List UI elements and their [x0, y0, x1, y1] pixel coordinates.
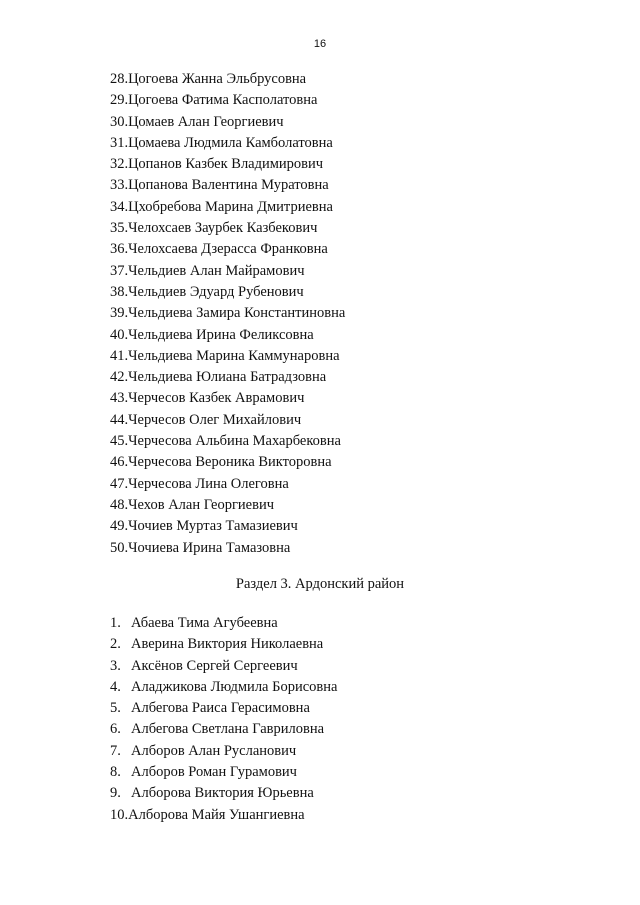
list-item	[110, 133, 345, 154]
item-number: 6.	[110, 721, 121, 738]
list-item	[110, 282, 345, 303]
item-number: 50.	[110, 539, 129, 556]
item-name: Абаева Тима Агубеевна	[131, 615, 278, 631]
item-name: Чельдиева Ирина Феликсовна	[128, 326, 314, 343]
item-name: Чельдиев Алан Майрамович	[128, 262, 305, 279]
item-number: 43.	[110, 390, 129, 407]
item-name: Черчесов Казбек Аврамович	[128, 390, 305, 407]
list-item	[110, 634, 337, 655]
item-number: 31.	[110, 134, 129, 151]
item-number: 2.	[110, 636, 121, 653]
item-name: Аксёнов Сергей Сергеевич	[131, 657, 298, 674]
item-name: Черчесова Вероника Викторовна	[128, 454, 332, 471]
item-number: 4.	[110, 678, 121, 695]
list-item	[110, 452, 345, 473]
item-name: Албегова Раиса Герасимовна	[131, 700, 310, 717]
item-name: Челохсаев Заурбек Казбекович	[128, 220, 318, 237]
item-number: 32.	[110, 156, 129, 173]
list-item	[110, 261, 345, 282]
list-item	[110, 69, 345, 90]
item-number: 42.	[110, 369, 129, 386]
item-name: Чельдиева Юлиана Батрадзовна	[128, 369, 327, 386]
list-item	[110, 239, 345, 260]
item-number: 45.	[110, 433, 129, 450]
list-item	[110, 367, 345, 388]
item-name: Чочиева Ирина Тамазовна	[128, 539, 291, 556]
item-name: Албегова Светлана Гавриловна	[131, 721, 325, 738]
item-name: Алборов Роман Гурамович	[131, 764, 297, 781]
item-number: 46.	[110, 454, 129, 471]
item-number: 28.	[110, 71, 129, 87]
item-number: 39.	[110, 305, 129, 322]
item-number: 10.	[110, 806, 129, 823]
name-list-section-2	[110, 69, 345, 559]
item-name: Чельдиева Марина Каммунаровна	[128, 347, 340, 364]
list-item	[110, 613, 337, 634]
list-item	[110, 154, 345, 175]
item-number: 5.	[110, 700, 121, 717]
list-item	[110, 805, 337, 826]
name-list-section-3	[110, 613, 337, 826]
item-number: 44.	[110, 411, 129, 428]
list-item	[110, 218, 345, 239]
item-name: Чехов Алан Георгиевич	[128, 496, 274, 513]
item-name: Чельдиев Эдуард Рубенович	[128, 283, 304, 300]
item-name: Цомаев Алан Георгиевич	[128, 113, 284, 130]
list-item	[110, 325, 345, 346]
list-item	[110, 197, 345, 218]
item-number: 30.	[110, 113, 129, 130]
list-item	[110, 410, 345, 431]
list-item	[110, 719, 337, 740]
item-name: Аверина Виктория Николаевна	[131, 636, 324, 653]
item-number: 1.	[110, 615, 121, 631]
list-item	[110, 388, 345, 409]
item-name: Черчесова Лина Олеговна	[128, 475, 289, 492]
list-item	[110, 90, 345, 111]
item-number: 29.	[110, 92, 129, 109]
item-name: Цомаева Людмила Камболатовна	[128, 134, 333, 151]
item-name: Челохсаева Дзерасса Франковна	[128, 241, 328, 258]
item-name: Цогоева Жанна Эльбрусовна	[128, 71, 307, 87]
list-item	[110, 303, 345, 324]
list-item	[110, 495, 345, 516]
item-number: 36.	[110, 241, 129, 258]
list-item	[110, 516, 345, 537]
item-number: 47.	[110, 475, 129, 492]
list-item	[110, 175, 345, 196]
section-heading: Раздел 3. Ардонский район	[235, 576, 405, 592]
item-number: 40.	[110, 326, 129, 343]
list-item	[110, 112, 345, 133]
item-name: Аладжикова Людмила Борисовна	[131, 678, 338, 695]
list-item	[110, 677, 337, 698]
item-name: Чельдиева Замира Константиновна	[128, 305, 346, 322]
item-name: Цогоева Фатима Касполатовна	[128, 92, 318, 109]
item-name: Алборова Виктория Юрьевна	[131, 785, 314, 802]
list-item	[110, 741, 337, 762]
item-number: 34.	[110, 198, 129, 215]
item-name: Алборов Алан Русланович	[131, 742, 297, 759]
item-name: Цопанова Валентина Муратовна	[128, 177, 329, 194]
item-number: 49.	[110, 518, 129, 535]
item-number: 9.	[110, 785, 121, 802]
item-number: 33.	[110, 177, 129, 194]
item-number: 8.	[110, 764, 121, 781]
item-name: Чочиев Муртаз Тамазиевич	[128, 518, 298, 535]
list-item	[110, 656, 337, 677]
item-number: 48.	[110, 496, 129, 513]
list-item	[110, 783, 337, 804]
list-item	[110, 431, 345, 452]
list-item	[110, 474, 345, 495]
item-number: 41.	[110, 347, 129, 364]
list-item	[110, 698, 337, 719]
item-name: Алборова Майя Ушангиевна	[128, 806, 305, 823]
item-number: 37.	[110, 262, 129, 279]
item-number: 3.	[110, 657, 121, 674]
list-item	[110, 538, 345, 559]
item-name: Цхобребова Марина Дмитриевна	[128, 198, 333, 215]
item-number: 35.	[110, 220, 129, 237]
item-name: Черчесов Олег Михайлович	[128, 411, 302, 428]
list-item	[110, 762, 337, 783]
item-name: Цопанов Казбек Владимирович	[128, 156, 324, 173]
item-name: Черчесова Альбина Махарбековна	[128, 433, 341, 450]
item-number: 7.	[110, 742, 121, 759]
item-number: 38.	[110, 283, 129, 300]
page-number: 16	[313, 38, 327, 50]
list-item	[110, 346, 345, 367]
